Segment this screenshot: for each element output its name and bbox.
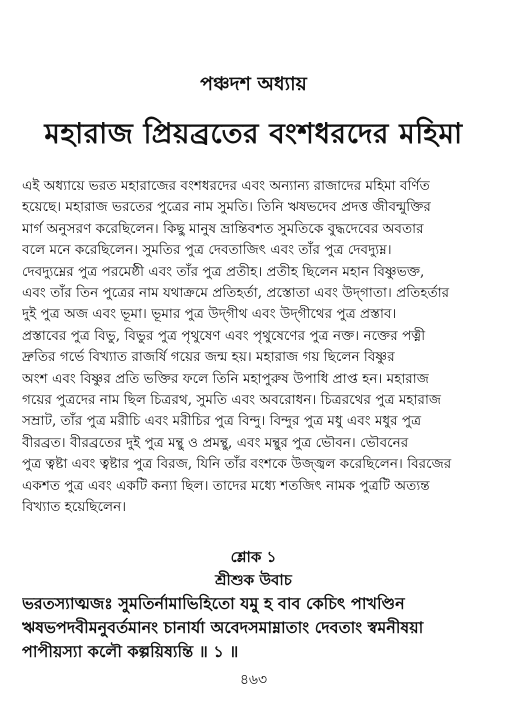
summary-line: অংশ এবং বিষ্ণুর প্রতি ভক্তির ফলে তিনি মহাপুরুষ উপাধি প্রাপ্ত হন। মহারাজ <box>22 370 429 387</box>
summary-line: সম্রাট, তাঁর পুত্র মরীচি এবং মরীচির পুত্র বিন্দু। বিন্দুর পুত্র মধু এবং মধুর পুত্র <box>22 413 422 430</box>
chapter-title: মহারাজ প্রিয়ব্রতের বংশধরদের মহিমা <box>44 117 463 150</box>
verse-line: ঋষভপদবীমনুবর্তমানং চানার্যা অবেদসমাম্নাতাং দেবতাং স্বমনীষয়া <box>22 618 424 637</box>
summary-line: প্রস্তাবের পুত্র বিভু, বিভুর পুত্র পৃথুষেণ এবং পৃথুষেণের পুত্র নক্ত। নক্তের পত্নী <box>22 327 426 344</box>
verse-line: ভরতস্যাত্মজঃ সুমতির্নামাভিহিতো যমু হ বাব কেচিৎ পাখণ্ডিন <box>22 594 405 613</box>
page-number: ৪৬৩ <box>239 672 268 688</box>
verse-line: পাপীয়স্যা কলৌ কল্পয়িষ্যন্তি ॥ ১ ॥ <box>22 642 239 661</box>
chapter-summary <box>22 176 488 519</box>
summary-line: বিখ্যাত হয়েছিলেন। <box>22 499 127 516</box>
summary-line: একশত পুত্র এবং একটি কন্যা ছিল। তাদের মধ্যে শতজিৎ নামক পুত্রটি অত্যন্ত <box>22 477 430 494</box>
summary-line: বলে মনে করেছিলেন। সুমতির পুত্র দেবতাজিৎ এবং তাঁর পুত্র দেবদ্যুম্ন। <box>22 242 392 259</box>
summary-line: বীরব্রত। বীরব্রতের দুই পুত্র মন্থু ও প্রমন্থু, এবং মন্থুর পুত্র ভৌবন। ভৌবনের <box>22 434 409 451</box>
summary-line: মার্গ অনুসরণ করেছিলেন। কিছু মানুষ ভ্রান্তিবশত সুমতিকে বুদ্ধদেবের অবতার <box>22 220 424 237</box>
summary-line: দ্রুতির গর্ভে বিখ্যাত রাজর্ষি গয়ের জন্ম হয়। মহারাজ গয় ছিলেন বিষ্ণুর <box>22 349 395 366</box>
summary-line: গয়ের পুত্রদের নাম ছিল চিত্ররথ, সুমতি এবং অবরোধন। চিত্ররথের পুত্র মহারাজ <box>22 392 442 409</box>
verse-number: শ্লোক ১ <box>230 548 277 566</box>
chapter-label: পঞ্চদশ অধ্যায় <box>200 73 307 95</box>
summary-line: এবং তাঁর তিন পুত্রের নাম যথাক্রমে প্রতিহর্তা, প্রস্তোতা এবং উদ্‌গাতা। প্রতিহর্তার <box>22 285 450 302</box>
summary-line: পুত্র ত্বষ্টা এবং ত্বষ্টার পুত্র বিরজ, যিনি তাঁর বংশকে উজ্জ্বল করেছিলেন। বিরজের <box>22 456 452 473</box>
summary-line: এই অধ্যায়ে ভরত মহারাজের বংশধরদের এবং অন্যান্য রাজাদের মহিমা বর্ণিত <box>22 178 430 194</box>
verse-speaker: শ্রীশুক উবাচ <box>215 571 292 589</box>
summary-line: দুই পুত্র অজ এবং ভূমা। ভূমার পুত্র উদ্‌গীথ এবং উদ্‌গীথের পুত্র প্রস্তাব। <box>22 306 397 323</box>
verse-text <box>22 592 492 664</box>
summary-line: দেবদ্যুম্নের পুত্র পরমেষ্ঠী এবং তাঁর পুত্র প্রতীহ। প্রতীহ ছিলেন মহান বিষ্ণুভক্ত, <box>22 263 425 280</box>
summary-line: হয়েছে। মহারাজ ভরতের পুত্রের নাম সুমতি। তিনি ঋষভদেব প্রদত্ত জীবন্মুক্তির <box>22 199 431 216</box>
